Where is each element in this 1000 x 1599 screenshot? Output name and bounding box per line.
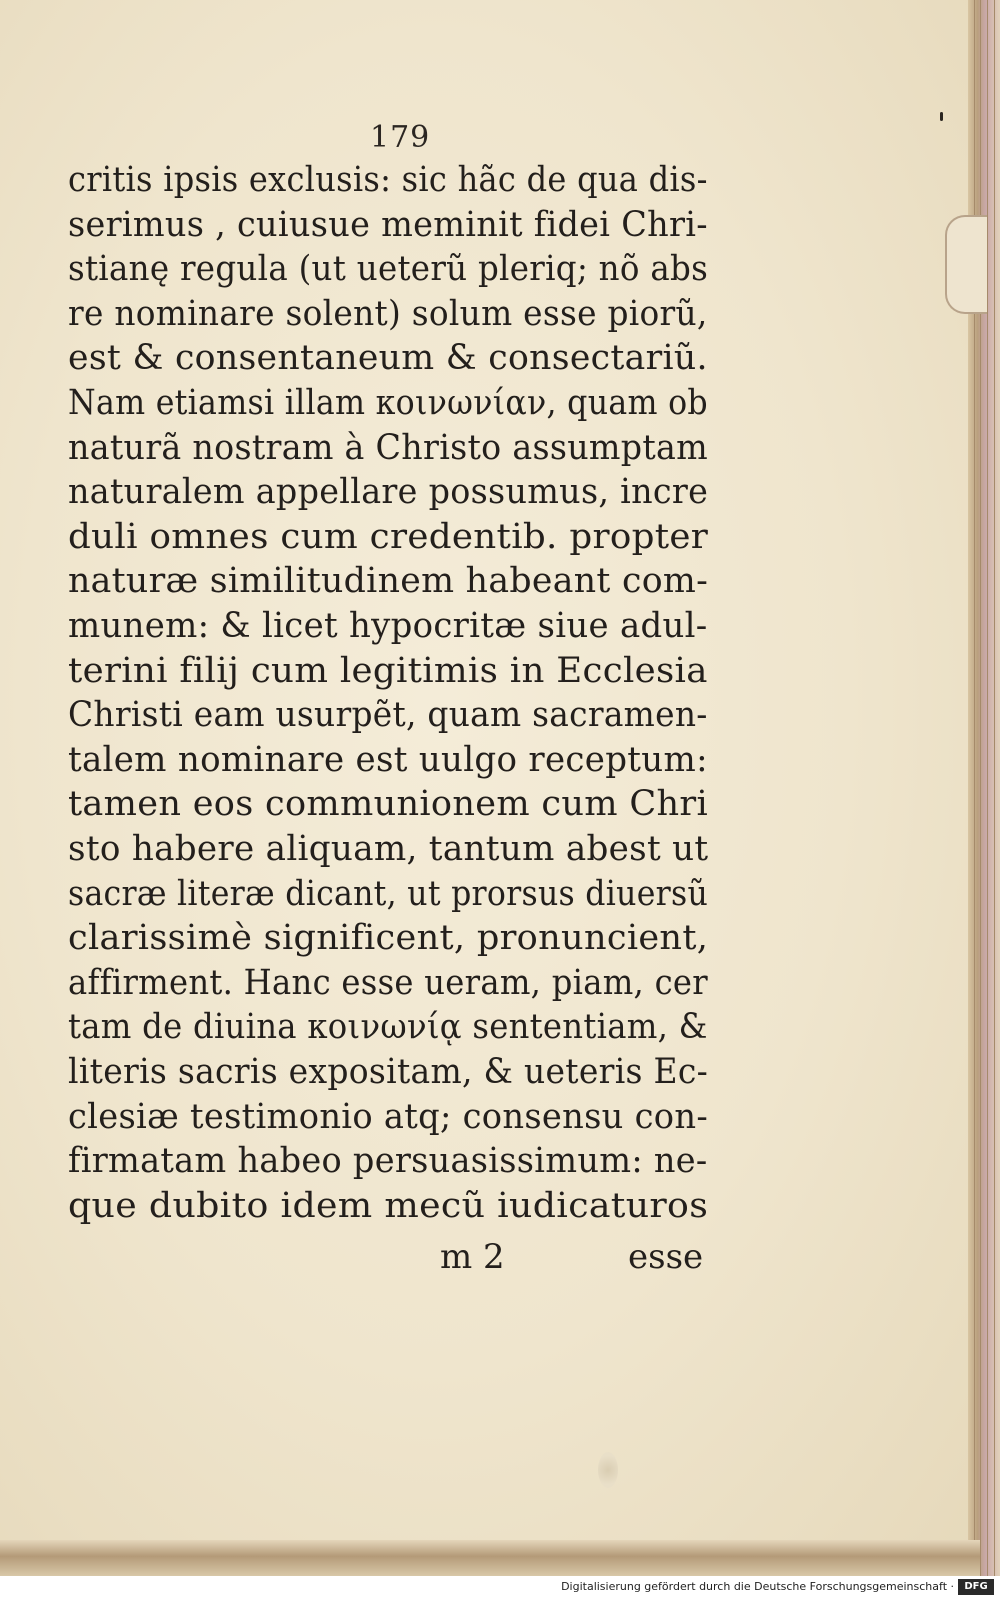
bottom-page-edge	[0, 1540, 980, 1576]
text-line: affirment. Hanc esse ueram, piam, cer	[68, 962, 708, 1003]
text-line: que dubito idem mecũ iudicaturos	[68, 1185, 709, 1226]
text-line: terini filij cum legitimis in Ecclesia	[68, 650, 708, 691]
text-line: est & consentaneum & consectariũ.	[68, 338, 708, 379]
text-line: Christi eam usurpẽt, quam sacramen-	[68, 695, 708, 736]
text-line: firmatam habeo persuasissimum: ne-	[68, 1141, 708, 1182]
text-line: naturã nostram à Christo assumptam	[68, 427, 708, 468]
text-line: clesiæ testimonio atq; consensu con-	[68, 1096, 709, 1137]
text-line: serimus , cuiusue meminit fidei Chri-	[68, 204, 708, 245]
text-line: sto habere aliquam, tantum abest ut	[68, 829, 709, 869]
page-tab-mark	[945, 215, 987, 314]
text-line: re nominare solent) solum esse piorũ,	[68, 293, 708, 334]
text-line: stianę regula (ut ueterũ pleriq; nõ abs	[68, 249, 709, 290]
page-number: 179	[370, 120, 431, 155]
text-line: talem nominare est uulgo receptum:	[68, 739, 708, 780]
text-line: literis sacris expositam, & ueteris Ec-	[68, 1052, 709, 1092]
catchword: esse	[628, 1237, 704, 1277]
text-line: tamen eos communionem cum Chri	[68, 784, 709, 825]
paper-stain	[598, 1452, 618, 1488]
text-line: naturæ similitudinem habeant com-	[68, 561, 709, 602]
ink-speck	[940, 112, 943, 121]
signature-mark: m 2	[440, 1237, 505, 1277]
footer-credit: Digitalisierung gefördert durch die Deutsche Forschungsgemeinschaft ·	[561, 1580, 954, 1593]
signature-catchword-line	[0, 1237, 1000, 1287]
text-line: duli omnes cum credentib. propter	[68, 516, 709, 557]
text-line: naturalem appellare possumus, incre	[68, 472, 709, 513]
text-line: munem: & licet hypocritæ siue adul-	[68, 606, 708, 646]
text-line: critis ipsis exclusis: sic hãc de qua dis-	[68, 160, 708, 200]
text-line: tam de diuina κοινωνίᾳ sententiam, &	[68, 1007, 708, 1048]
text-line: sacræ literæ dicant, ut prorsus diuersũ	[68, 873, 709, 914]
footer	[0, 1576, 1000, 1599]
text-line: Nam etiamsi illam κοινωνίαν, quam ob	[68, 383, 708, 423]
text-line: clarissimè significent, pronuncient,	[68, 918, 709, 959]
dfg-logo: DFG	[958, 1579, 994, 1595]
